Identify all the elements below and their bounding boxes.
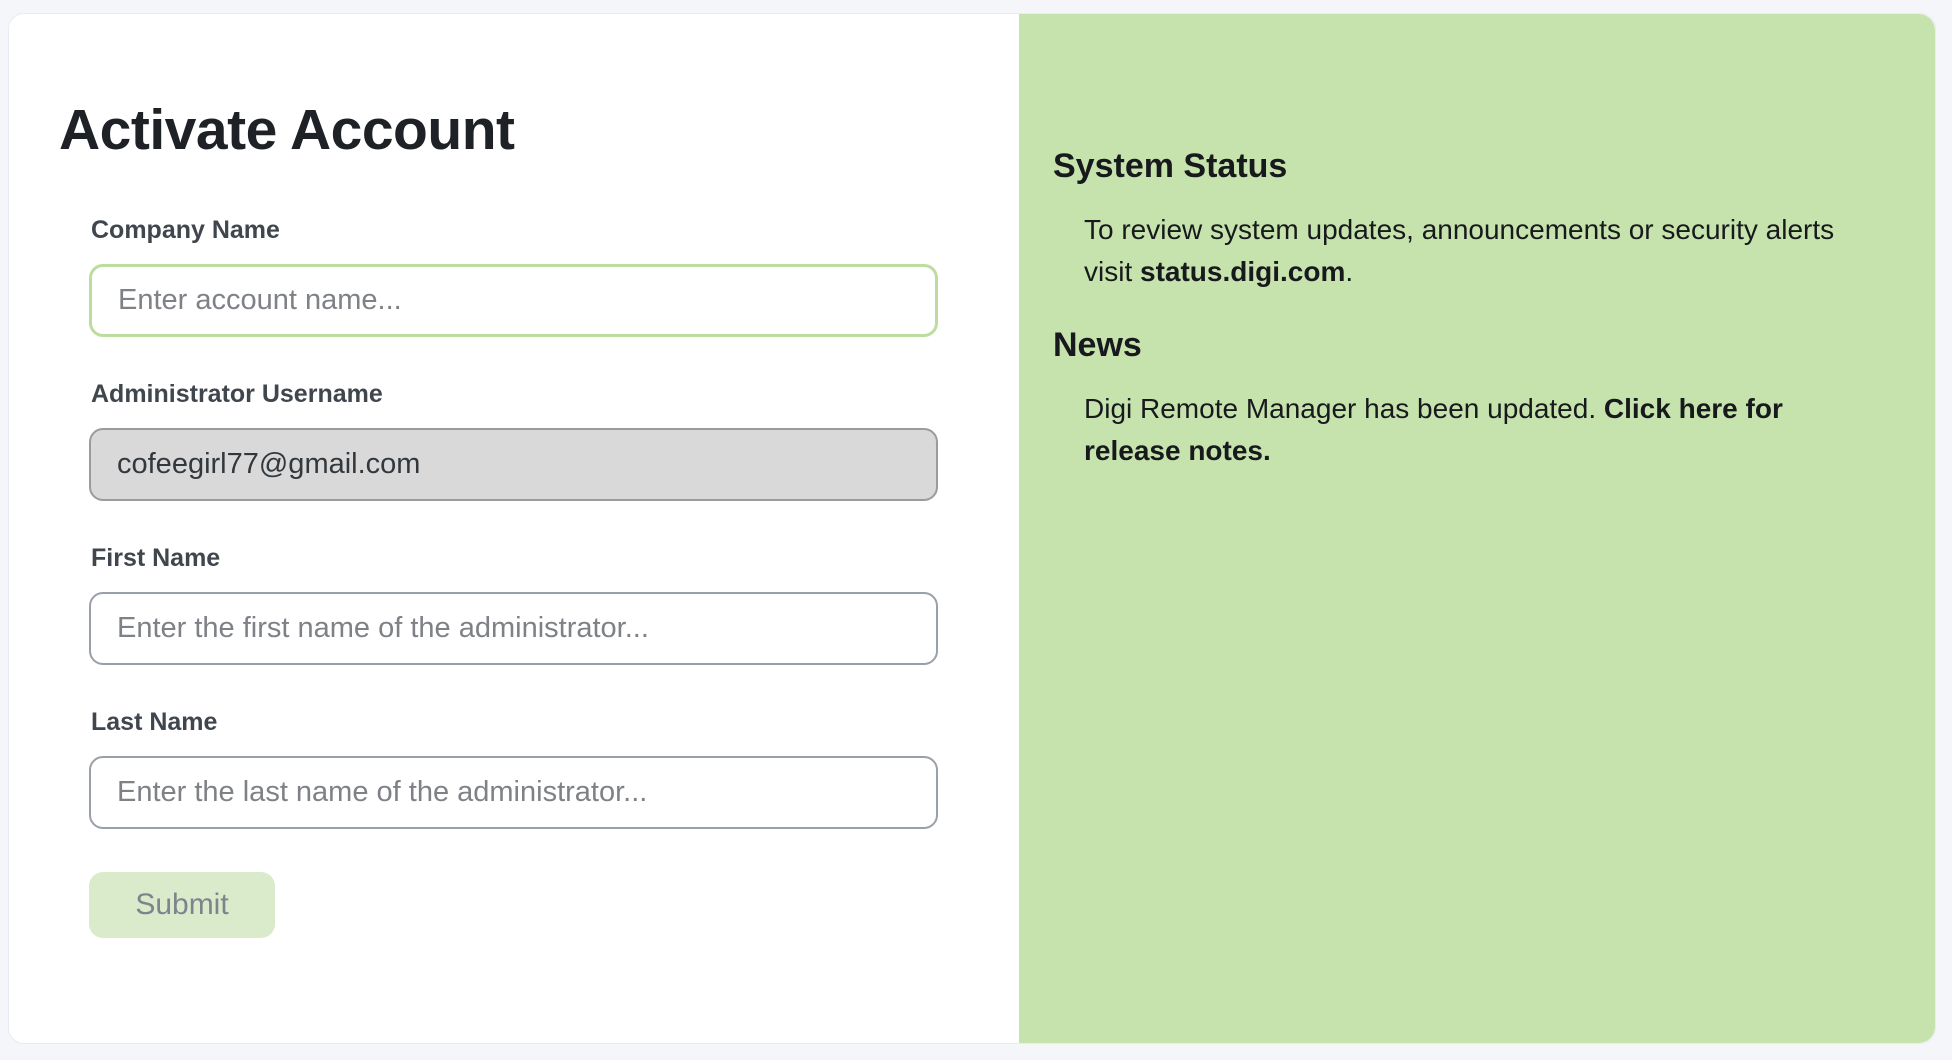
system-status-text-normal: To review system updates, announcements or security alerts visit — [1084, 213, 1835, 287]
system-status-section — [1053, 146, 1875, 293]
activation-form — [89, 216, 938, 938]
submit-button[interactable]: Submit — [89, 872, 275, 938]
release-notes-link[interactable]: Click here for release notes. — [1084, 392, 1783, 466]
company-name-input[interactable] — [89, 264, 938, 337]
page-title: Activate Account — [59, 98, 515, 162]
company-name-label: Company Name — [91, 215, 280, 244]
status-digi-com-link[interactable]: status.digi.com — [1140, 255, 1346, 287]
first-name-label: First Name — [91, 543, 221, 572]
admin-username-label: Administrator Username — [91, 379, 383, 408]
first-name-input[interactable] — [89, 592, 938, 665]
info-panel — [1019, 14, 1935, 1043]
news-text-normal: Digi Remote Manager has been updated. — [1084, 392, 1604, 424]
activate-account-card — [8, 13, 1936, 1044]
system-status-text-suffix: . — [1345, 255, 1354, 287]
news-heading: News — [1053, 325, 1142, 364]
admin-username-input[interactable] — [89, 428, 938, 501]
activation-form-section — [9, 14, 1019, 1043]
news-text — [1084, 388, 1875, 472]
system-status-heading: System Status — [1053, 147, 1288, 185]
last-name-label: Last Name — [91, 707, 218, 736]
last-name-input[interactable] — [89, 756, 938, 829]
news-section — [1053, 325, 1875, 472]
system-status-text — [1084, 209, 1875, 293]
